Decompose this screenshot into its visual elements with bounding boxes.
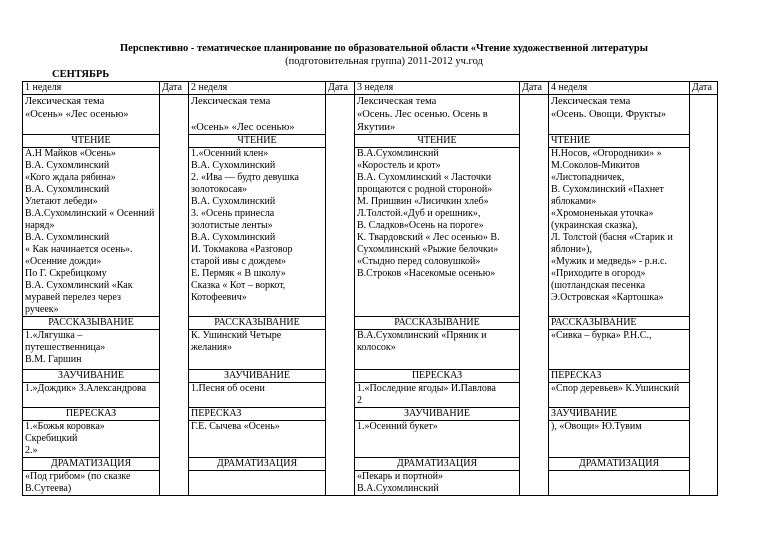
tema-cell xyxy=(189,95,326,135)
date-header: Дата xyxy=(326,82,355,95)
content-line: 1.«Лягушка – путешественница» xyxy=(25,330,106,353)
content-line: 2.» xyxy=(25,445,38,456)
section-head: ПЕРЕСКАЗ xyxy=(549,370,690,383)
content-line: Е. Пермяк « В школу» xyxy=(191,268,286,279)
content-row xyxy=(23,471,718,496)
content-line: 1.»Дождик» З.Александрова xyxy=(25,383,147,394)
section-head: РАССКАЗЫВАНИЕ xyxy=(23,317,160,330)
content-line: «Стыдно перед соловушкой» xyxy=(357,256,481,267)
section-head-row xyxy=(23,135,718,148)
section-head: ДРАМАТИЗАЦИЯ xyxy=(355,458,520,471)
content-line: 1.«Последние ягоды» И.Павлова xyxy=(357,383,496,394)
content-cell xyxy=(189,148,326,317)
content-cell xyxy=(189,330,326,370)
content-cell xyxy=(23,383,160,408)
content-cell xyxy=(189,471,326,496)
content-cell xyxy=(355,330,520,370)
content-cell xyxy=(355,383,520,408)
tema-value: «Осень. Овощи. Фрукты» xyxy=(551,109,667,120)
content-cell xyxy=(23,330,160,370)
date-cell xyxy=(690,95,718,496)
content-cell xyxy=(549,383,690,408)
content-line: В.А. Сухомлинский xyxy=(25,184,110,195)
content-line: М. Пришвин «Лисичкин хлеб» xyxy=(357,196,489,207)
content-line: 1.«Осенний клен» xyxy=(191,148,269,159)
date-header: Дата xyxy=(690,82,718,95)
content-line: В. Сладков«Осень на пороге» xyxy=(357,220,484,231)
week-header: 3 неделя xyxy=(355,82,520,95)
content-line: 2. «Ива — будто девушка золотокосая» xyxy=(191,172,299,195)
content-line: В.А. Сухомлинский xyxy=(191,160,276,171)
content-line: 1.»Осенний букет» xyxy=(357,421,438,432)
content-line: «Коростель и крот» xyxy=(357,160,441,171)
section-head: ДРАМАТИЗАЦИЯ xyxy=(549,458,690,471)
date-header: Дата xyxy=(160,82,189,95)
section-head: ЧТЕНИЕ xyxy=(189,135,326,148)
content-line: В.А. Сухомлинский « Ласточки прощаются с родной стороной» xyxy=(357,172,493,195)
content-cell xyxy=(549,148,690,317)
content-cell xyxy=(189,383,326,408)
content-cell xyxy=(549,330,690,370)
tema-cell xyxy=(355,95,520,135)
section-head: ПЕРЕСКАЗ xyxy=(23,408,160,421)
content-line: «Мужик и медведь» - р.н.с. xyxy=(551,256,667,267)
section-head: РАССКАЗЫВАНИЕ xyxy=(189,317,326,330)
content-line: « Как начинается осень». xyxy=(25,244,133,255)
section-head-row xyxy=(23,317,718,330)
content-line: В.А. Сухомлинский xyxy=(25,232,110,243)
content-line: Скребицкий xyxy=(25,433,78,444)
content-cell xyxy=(355,471,520,496)
content-line: «Кого ждала рябина» xyxy=(25,172,116,183)
content-line: «Хромоненькая уточка» (украинская сказка), xyxy=(551,208,654,231)
content-cell xyxy=(23,148,160,317)
tema-label: Лексическая тема xyxy=(25,96,105,107)
section-head: ЗАУЧИВАНИЕ xyxy=(549,408,690,421)
content-row xyxy=(23,383,718,408)
content-line: 3. «Осень принесла золотистые ленты» xyxy=(191,208,275,231)
content-cell xyxy=(355,148,520,317)
content-line: «Приходите в огород» (шотландская песенка xyxy=(551,268,646,291)
content-cell xyxy=(549,421,690,458)
week-header-row xyxy=(23,82,718,95)
section-head: ЧТЕНИЕ xyxy=(23,135,160,148)
content-cell xyxy=(189,421,326,458)
content-line: Сказка « Кот – воркот, Котофеевич» xyxy=(191,280,286,303)
month-label: СЕНТЯБРЬ xyxy=(52,69,110,80)
tema-cell xyxy=(23,95,160,135)
content-line: В. Сухомлинский «Пахнет яблоками» xyxy=(551,184,664,207)
content-line: А.Н Майков «Осень» xyxy=(25,148,116,159)
content-line: В.Сутеева) xyxy=(25,483,72,494)
content-line: В.А. Сухомлинский xyxy=(191,196,276,207)
section-head: ДРАМАТИЗАЦИЯ xyxy=(23,458,160,471)
content-line: Э.Островская «Картошка» xyxy=(551,292,664,303)
week-header: 2 неделя xyxy=(189,82,326,95)
content-line: Л.Толстой.«Дуб и орешник», xyxy=(357,208,481,219)
content-line: К. Ушинский Четыре желания» xyxy=(191,330,282,353)
content-line: ), «Овощи» Ю.Тувим xyxy=(551,421,642,432)
content-cell xyxy=(23,421,160,458)
tema-label: Лексическая тема xyxy=(357,96,437,107)
content-line: И. Токмакова «Разговор старой ивы с дождем» xyxy=(191,244,293,267)
content-cell xyxy=(23,471,160,496)
content-line: В.А.Сухомлинский xyxy=(357,148,439,159)
section-head-row xyxy=(23,370,718,383)
content-line: «Спор деревьев» К.Ушинский xyxy=(551,383,680,394)
content-line: «Пекарь и портной» xyxy=(357,471,444,482)
content-cell xyxy=(549,471,690,496)
document-subtitle: (подготовительная группа) 2011-2012 уч.год xyxy=(285,56,483,67)
date-cell xyxy=(520,95,549,496)
tema-value: «Осень. Лес осенью. Осень в Якутии» xyxy=(357,109,488,133)
tema-label: Лексическая тема xyxy=(191,96,271,107)
content-line: В.А.Сухомлинский «Пряник и колосок» xyxy=(357,330,487,353)
content-line: По Г. Скребицкому xyxy=(25,268,107,279)
content-line: Л. Толстой (басня «Старик и яблони»), xyxy=(551,232,673,255)
content-line: В.Строков «Насекомые осенью» xyxy=(357,268,496,279)
content-line: Н.Носов, «Огородники» » xyxy=(551,148,662,159)
content-row xyxy=(23,421,718,458)
content-line: В.А. Сухомлинский xyxy=(25,160,110,171)
week-header: 1 неделя xyxy=(23,82,160,95)
content-line: В.М. Гаршин xyxy=(25,354,82,365)
content-line: 2 xyxy=(357,395,362,406)
section-head: ПЕРЕСКАЗ xyxy=(189,408,326,421)
date-cell xyxy=(160,95,189,496)
content-line: Улетают лебеди» xyxy=(25,196,98,207)
content-line: В.А.Сухомлинский « Осенний наряд» xyxy=(25,208,155,231)
content-line: 1.Песня об осени xyxy=(191,383,265,394)
content-line: В.А. Сухомлинский xyxy=(191,232,276,243)
content-line: «Осенние дожди» xyxy=(25,256,102,267)
content-row xyxy=(23,148,718,317)
section-head: ЗАУЧИВАНИЕ xyxy=(23,370,160,383)
section-head: ПЕРЕСКАЗ xyxy=(355,370,520,383)
content-line: В.А. Сухомлинский «Как муравей перелез через ручеек» xyxy=(25,280,133,315)
content-line: К. Твардовский « Лес осенью» В. Сухомлинский «Рыжие белочки» xyxy=(357,232,500,255)
tema-label: Лексическая тема xyxy=(551,96,631,107)
content-line: В.А.Сухомлинский xyxy=(357,483,439,494)
content-line: «Под грибом» (по сказке xyxy=(25,471,131,482)
date-header: Дата xyxy=(520,82,549,95)
content-line: Г.Е. Сычева «Осень» xyxy=(191,421,280,432)
tema-row xyxy=(23,95,718,135)
section-head-row xyxy=(23,458,718,471)
section-head: ЧТЕНИЕ xyxy=(549,135,690,148)
date-cell xyxy=(326,95,355,496)
section-head: ДРАМАТИЗАЦИЯ xyxy=(189,458,326,471)
tema-value: «Осень» «Лес осенью» xyxy=(25,109,129,120)
content-line: М.Соколов-Микитов «Листопадничек, xyxy=(551,160,640,183)
section-head: РАССКАЗЫВАНИЕ xyxy=(549,317,690,330)
content-row xyxy=(23,330,718,370)
planning-table xyxy=(22,81,718,496)
tema-value: «Осень» «Лес осенью» xyxy=(191,122,295,133)
section-head: ЧТЕНИЕ xyxy=(355,135,520,148)
content-line: 1.«Божья коровка» xyxy=(25,421,105,432)
week-header: 4 неделя xyxy=(549,82,690,95)
content-line: «Сивка – бурка» Р.Н.С., xyxy=(551,330,652,341)
content-cell xyxy=(355,421,520,458)
document-title: Перспективно - тематическое планирование по образовательной области «Чтение художественной литературы xyxy=(120,43,648,54)
section-head-row xyxy=(23,408,718,421)
section-head: ЗАУЧИВАНИЕ xyxy=(355,408,520,421)
section-head: РАССКАЗЫВАНИЕ xyxy=(355,317,520,330)
section-head: ЗАУЧИВАНИЕ xyxy=(189,370,326,383)
tema-cell xyxy=(549,95,690,135)
